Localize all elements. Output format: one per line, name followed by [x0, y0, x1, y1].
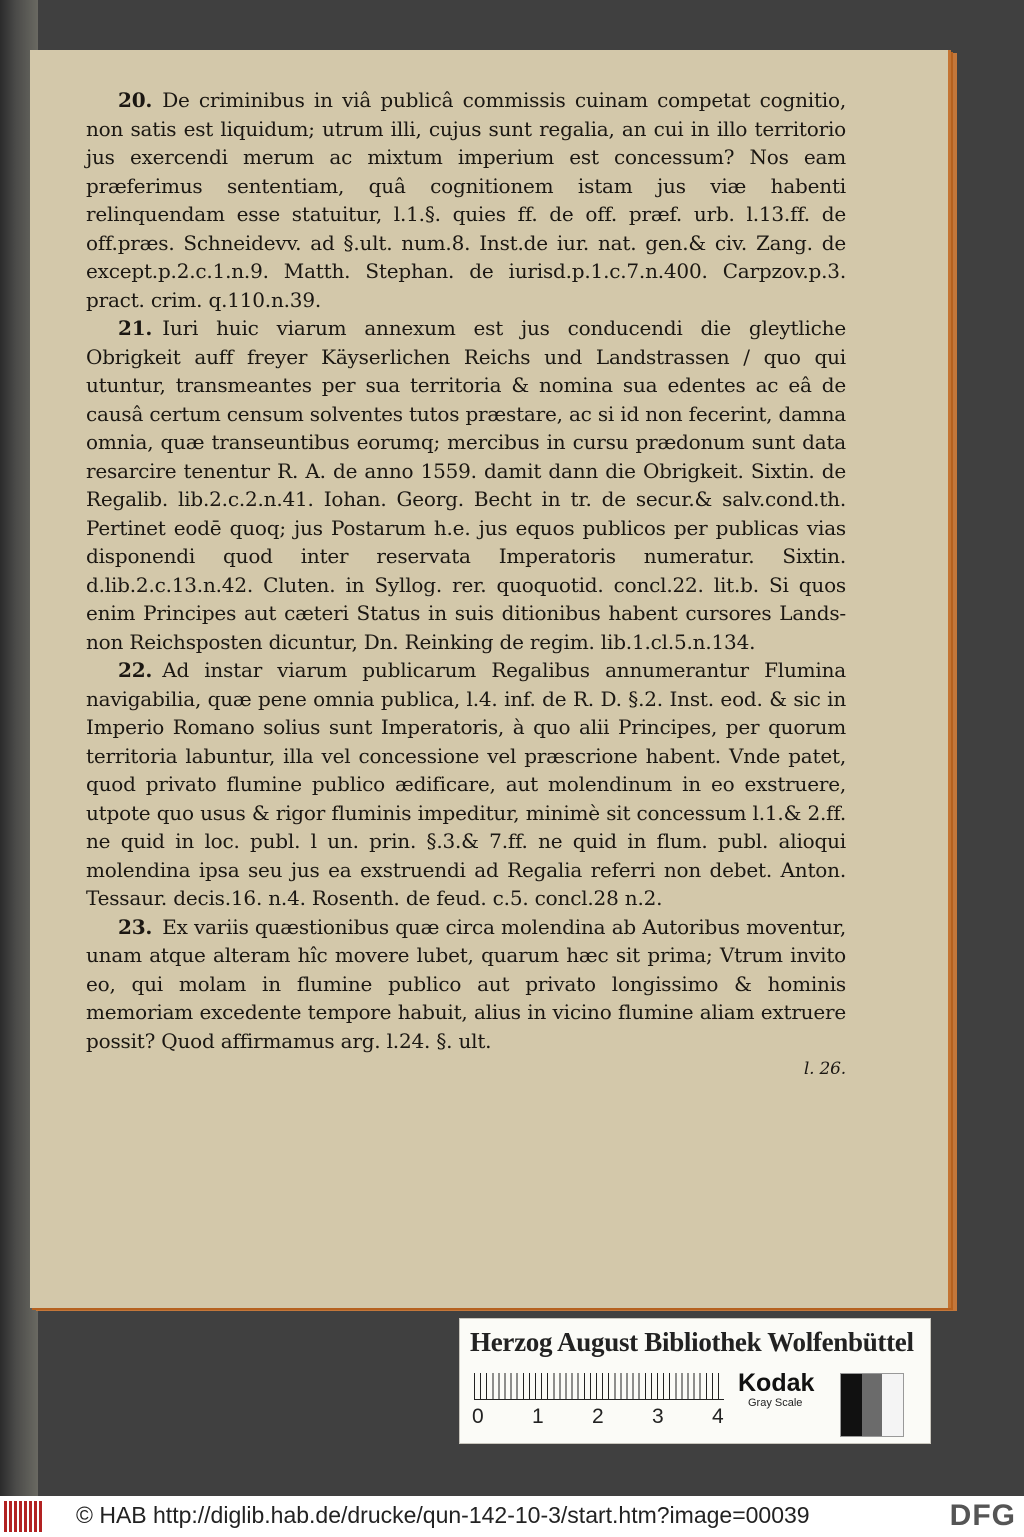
- paragraph-20: [86, 86, 846, 314]
- ruler-tick-label: 4: [712, 1405, 724, 1428]
- ruler-tick-label: 2: [592, 1405, 604, 1428]
- paragraph-text: De criminibus in viâ publicâ commissis cuinam competat cognitio, non satis est liquidum; utrum illi, cujus sunt regalia, an cui in illo territorio jus exercendi merum ac mixtum imperium est concessum? Nos eam præferimus sententiam, quâ cognitionem istam jus viæ habenti relinquendam esse statuitur, l.1.§. quies ff. de off. præf. urb. l.13.ff. de off.præs. Schneidevv. ad §.ult. num.8. Inst.de iur. nat. gen.& civ. Zang. de except.p.2.c.1.n.9. Matth. Stephan. de iurisd.p.1.c.7.n.400. Carpzov.p.3. pract. crim. q.110.n.39.: [86, 88, 846, 312]
- catchword: l. 26.: [803, 1059, 846, 1079]
- library-title: Herzog August Bibliothek Wolfenbüttel: [470, 1327, 914, 1357]
- paragraph-number: 20.: [118, 88, 153, 112]
- measurement-ruler: [474, 1373, 724, 1400]
- paragraph-number: 23.: [118, 914, 153, 939]
- kodak-brand: Kodak: [738, 1369, 815, 1397]
- footer-copyright-url[interactable]: © HAB http://diglib.hab.de/drucke/qun-142-10-3/start.htm?image=00039: [76, 1502, 810, 1528]
- gray-swatch: [841, 1374, 862, 1436]
- ruler-tick-label: 1: [532, 1405, 544, 1428]
- gray-swatch: [862, 1374, 883, 1436]
- footer-bar: [0, 1496, 1024, 1537]
- book-page: [30, 50, 951, 1308]
- paragraph-21: [86, 314, 846, 656]
- paragraph-text: Iuri huic viarum annexum est jus conducendi die gleytliche Obrigkeit auff freyer Käyserlichen Reichs und Landstrassen / quo qui utuntur, transmeantes per sua territoria & nomina sua edentes ac eâ de causâ certum censum solventes tutos præstare, ac si id non fecerint, damna omnia, quæ transeuntibus eorumq; mercibus in cursu prædonum sunt data resarcire tenentur R. A. de anno 1559. damit dann die Obrigkeit. Sixtin. de Regalib. lib.2.c.2.n.41. Iohan. Georg. Becht in tr. de secur.& salv.cond.th. Pertinet eodē quoq; jus Postarum h.e. jus equos publicos per publicas vias disponendi quod inter reservata Imperatoris numeratur. Sixtin. d.lib.2.c.13.n.42. Cluten. in Syllog. rer. quoquotid. concl.22. lit.b. Si quos enim Principes aut cæteri Status in suis ditionibus habent cursores Lands-non Reichsposten dicuntur, Dn. Reinking de regim. lib.1.cl.5.n.134.: [86, 316, 846, 654]
- dfg-logo: DFG: [949, 1499, 1016, 1532]
- paragraph-text: Ad instar viarum publicarum Regalibus annumerantur Flumina navigabilia, quæ pene omnia publica, l.4. inf. de R. D. §.2. Inst. eod. & sic in Imperio Romano solius sunt Imperatoris, à quo alii Principes, per quorum territoria labuntur, illa vel concessione vel præscrione habent. Vnde patet, quod privato flumine publico ædificare, aut molendinum in eo exstruere, utpote quo usus & rigor fluminis impeditur, minimè sit concessum l.1.& 2.ff. ne quid in loc. publ. l un. prin. §.3.& 7.ff. ne quid in flum. publ. alioqui molendina ipsa seu jus ea exstruendi ad Regalia referri non debet. Anton. Tessaur. decis.16. n.4. Rosenth. de feud. c.5. concl.28 n.2.: [86, 658, 846, 910]
- gray-scale-label: Gray Scale: [748, 1397, 803, 1409]
- page-text: [86, 86, 846, 1081]
- paragraph-23: [86, 913, 846, 1056]
- paragraph-number: 22.: [118, 658, 153, 682]
- paragraph-text: Ex variis quæstionibus quæ circa molendina ab Autoribus moventur, unam atque alteram hîc movere lubet, quarum hæc sit prima; Vtrum invito eo, qui molam in flumine publico aut privato longissimo & hominis memoriam excedente tempore habuit, alius in vicino flumine aliam extruere possit? Quod affirmamus arg. l.24. §. ult.: [86, 914, 846, 1053]
- ruler-labels: [466, 1405, 736, 1429]
- hab-logo-icon: [4, 1501, 44, 1532]
- paragraph-22: [86, 656, 846, 913]
- gray-swatch: [882, 1374, 903, 1436]
- gray-swatches: [840, 1373, 904, 1437]
- ruler-tick-label: 0: [472, 1405, 484, 1428]
- ruler-tick-label: 3: [652, 1405, 664, 1428]
- library-scale-card: [459, 1318, 931, 1444]
- paragraph-number: 21.: [118, 316, 153, 340]
